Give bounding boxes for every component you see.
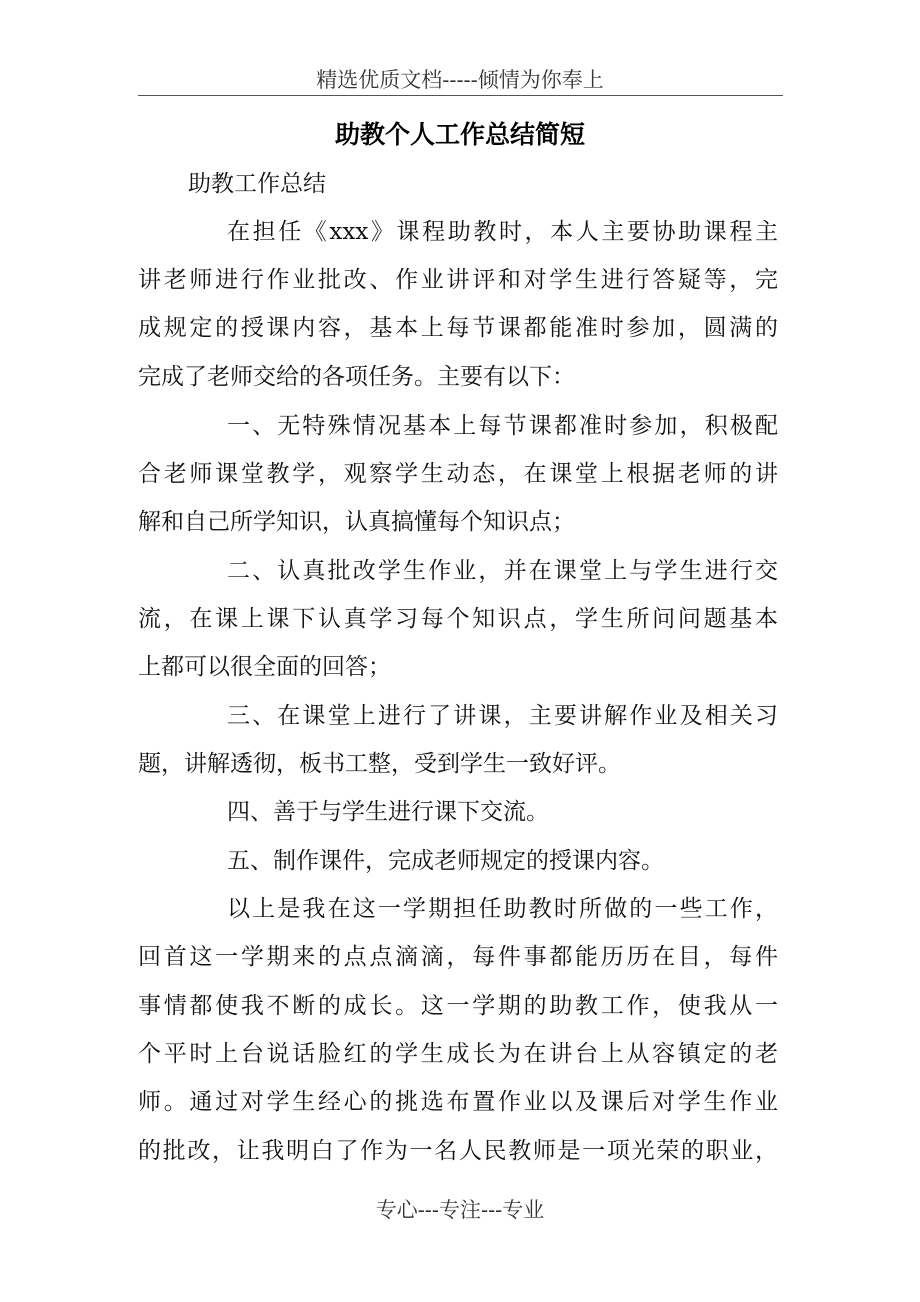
body-line: 师。通过对学生经心的挑选布置作业以及课后对学生作业 bbox=[138, 1089, 778, 1115]
body-line: 讲老师进行作业批改、作业讲评和对学生进行答疑等，完 bbox=[138, 267, 778, 293]
header-divider bbox=[138, 95, 783, 96]
body-line: 回首这一学期来的点点滴滴，每件事都能历历在目，每件 bbox=[138, 944, 778, 970]
document-title: 助教个人工作总结简短 bbox=[334, 120, 585, 149]
page-header: 精选优质文档-----倾情为你奉上 bbox=[316, 68, 604, 92]
body-line: 三、在课堂上进行了讲课，主要讲解作业及相关习 bbox=[227, 703, 778, 729]
section-heading: 助教工作总结 bbox=[188, 171, 326, 197]
body-line: 解和自己所学知识，认真搞懂每个知识点； bbox=[138, 509, 575, 535]
body-line: 个平时上台说话脸红的学生成长为在讲台上从容镇定的老 bbox=[138, 1041, 778, 1067]
body-line: 一、无特殊情况基本上每节课都准时参加，积极配 bbox=[227, 413, 778, 439]
body-line: 以上是我在这一学期担任助教时所做的一些工作， bbox=[227, 896, 778, 922]
body-line: 在担任《xxx》课程助教时，本人主要协助课程主 bbox=[227, 219, 778, 245]
body-line: 合老师课堂教学，观察学生动态，在课堂上根据老师的讲 bbox=[138, 461, 778, 487]
body-line: 四、善于与学生进行课下交流。 bbox=[227, 799, 549, 825]
body-line: 成规定的授课内容，基本上每节课都能准时参加，圆满的 bbox=[138, 315, 778, 341]
page-footer: 专心---专注---专业 bbox=[375, 1198, 545, 1222]
body-line: 完成了老师交给的各项任务。主要有以下： bbox=[138, 364, 575, 390]
body-line: 五、制作课件，完成老师规定的授课内容。 bbox=[227, 848, 664, 874]
body-line: 二、认真批改学生作业，并在课堂上与学生进行交 bbox=[227, 558, 778, 584]
body-line: 事情都使我不断的成长。这一学期的助教工作，使我从一 bbox=[138, 993, 778, 1019]
body-line: 题，讲解透彻，板书工整，受到学生一致好评。 bbox=[138, 751, 621, 777]
body-line: 的批改，让我明白了作为一名人民教师是一项光荣的职业， bbox=[138, 1138, 778, 1164]
body-line: 上都可以很全面的回答； bbox=[138, 654, 391, 680]
body-line: 流，在课上课下认真学习每个知识点，学生所问问题基本 bbox=[138, 606, 778, 632]
